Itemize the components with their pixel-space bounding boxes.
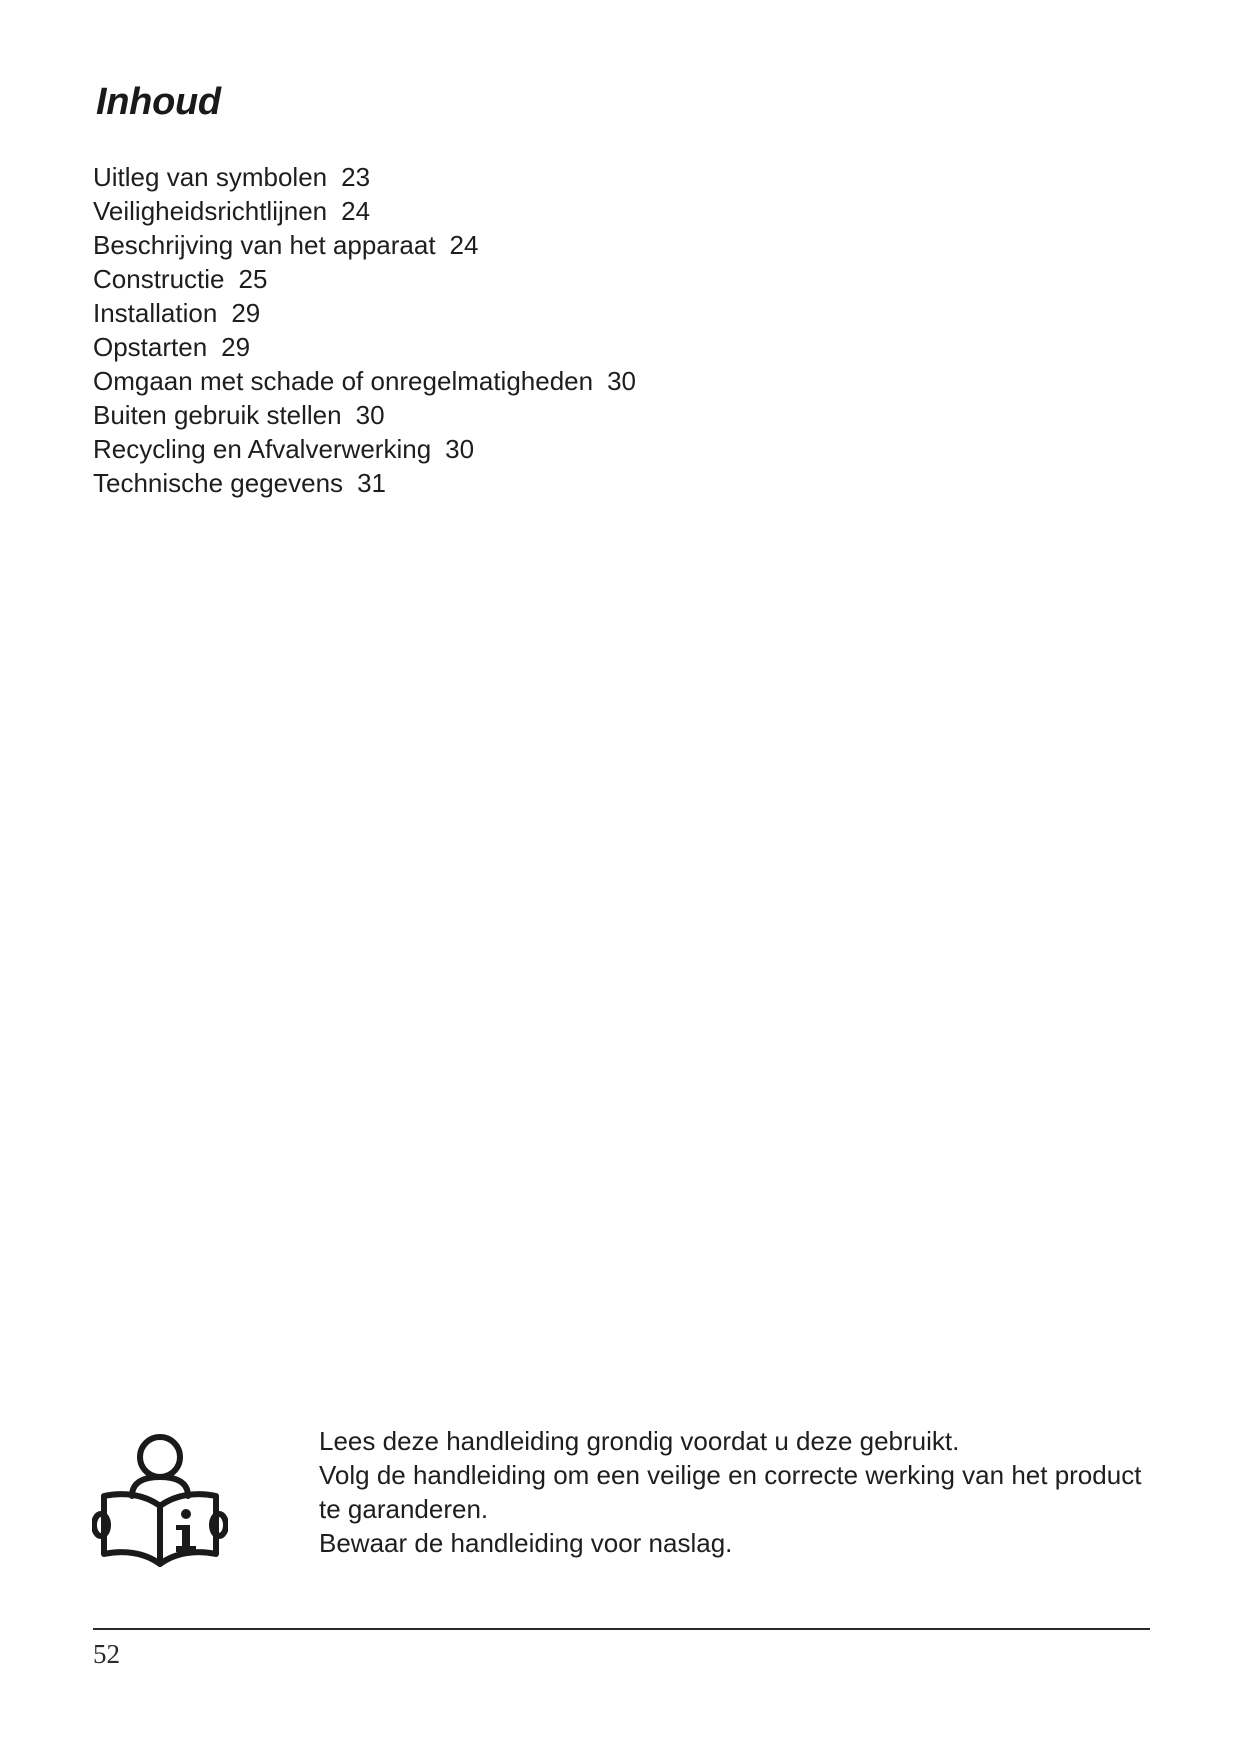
toc-entry xyxy=(93,398,636,432)
read-manual-icon xyxy=(92,1432,228,1570)
toc-entry xyxy=(93,296,636,330)
table-of-contents xyxy=(93,160,636,500)
toc-entry-label: Uitleg van symbolen xyxy=(93,162,328,192)
toc-entry-label: Installation xyxy=(93,298,218,328)
notice-line: Volg de handleiding om een veilige en correcte werking van het product te garanderen. xyxy=(319,1460,1142,1524)
toc-entry xyxy=(93,432,636,466)
footer-divider xyxy=(93,1628,1150,1630)
toc-entry-page: 31 xyxy=(357,468,386,498)
toc-entry-label: Veiligheidsrichtlijnen xyxy=(93,196,328,226)
toc-entry-page: 30 xyxy=(607,366,637,396)
toc-entry-page: 24 xyxy=(449,230,479,260)
notice-line: Lees deze handleiding grondig voordat u deze gebruikt. xyxy=(319,1426,960,1456)
toc-entry-page: 29 xyxy=(231,298,261,328)
toc-entry xyxy=(93,466,636,500)
toc-entry-page: 29 xyxy=(221,332,251,362)
toc-entry-label: Opstarten xyxy=(93,332,208,362)
toc-entry xyxy=(93,160,636,194)
toc-entry-label: Recycling en Afvalverwerking xyxy=(93,434,432,464)
page-number: 52 xyxy=(93,1639,120,1669)
toc-entry xyxy=(93,330,636,364)
read-manual-notice xyxy=(319,1424,1169,1560)
toc-entry xyxy=(93,228,636,262)
toc-entry-page: 24 xyxy=(341,196,371,226)
toc-entry xyxy=(93,364,636,398)
toc-entry-label: Omgaan met schade of onregelmatigheden xyxy=(93,366,594,396)
toc-entry xyxy=(93,194,636,228)
notice-line: Bewaar de handleiding voor naslag. xyxy=(319,1528,733,1558)
toc-entry-label: Beschrijving van het apparaat xyxy=(93,230,436,260)
toc-entry-page: 30 xyxy=(445,434,475,464)
toc-entry-label: Buiten gebruik stellen xyxy=(93,400,342,430)
toc-entry-page: 30 xyxy=(355,400,385,430)
toc-entry-page: 23 xyxy=(341,162,371,192)
page-title: Inhoud xyxy=(96,81,221,123)
toc-entry-label: Technische gegevens xyxy=(93,468,344,498)
toc-entry xyxy=(93,262,636,296)
toc-entry-label: Constructie xyxy=(93,264,225,294)
toc-entry-page: 25 xyxy=(238,264,268,294)
